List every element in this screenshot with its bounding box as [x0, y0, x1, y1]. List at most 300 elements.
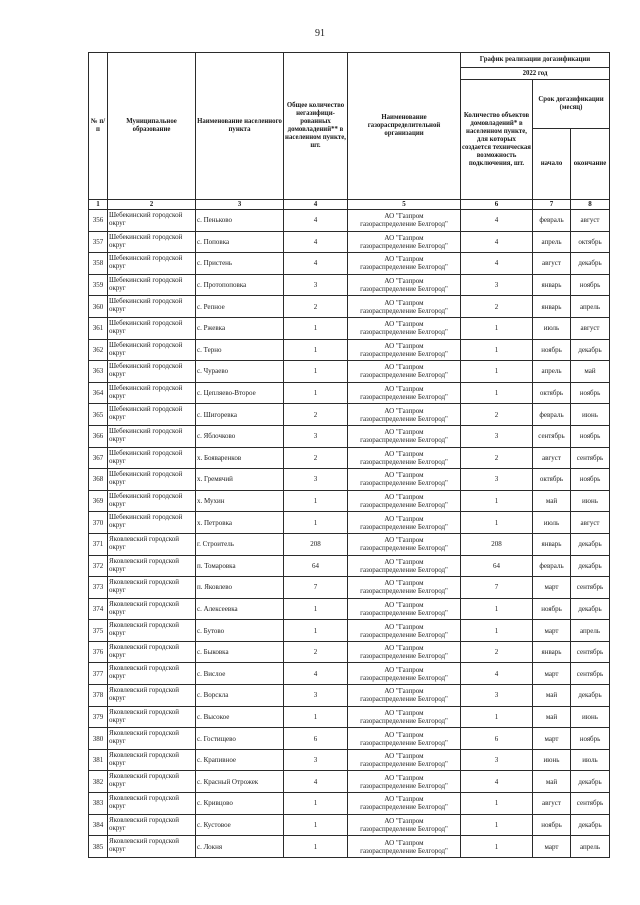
org-cell: [348, 253, 461, 275]
locality-cell: с. Локня: [196, 836, 284, 858]
end-month-cell: декабрь: [571, 555, 610, 577]
org-cell: [348, 598, 461, 620]
end-month-cell: июнь: [571, 490, 610, 512]
org-line-2: газораспределение Белгород": [360, 565, 448, 574]
org-line-2: газораспределение Белгород": [360, 630, 448, 639]
municipality-cell: Яковлевский городской округ: [108, 555, 196, 577]
start-month-cell: май: [533, 771, 571, 793]
end-month-cell: ноябрь: [571, 382, 610, 404]
locality-cell: с. Высокое: [196, 706, 284, 728]
table-row: [89, 361, 610, 383]
municipality-cell: Яковлевский городской округ: [108, 771, 196, 793]
org-line-1: АО "Газпром: [384, 752, 424, 761]
table-row: [89, 749, 610, 771]
header-end: окончание: [571, 129, 610, 200]
municipality-cell: Шебекинский городской округ: [108, 447, 196, 469]
col-number: 1: [89, 200, 108, 210]
org-line-2: газораспределение Белгород": [360, 846, 448, 855]
row-number: 384: [89, 814, 108, 836]
total-count-cell: 1: [284, 814, 348, 836]
plan-count-cell: 2: [461, 641, 533, 663]
locality-cell: с. Терно: [196, 339, 284, 361]
end-month-cell: сентябрь: [571, 577, 610, 599]
total-count-cell: 6: [284, 728, 348, 750]
plan-count-cell: 4: [461, 231, 533, 253]
col-number: 3: [196, 200, 284, 210]
municipality-cell: Шебекинский городской округ: [108, 425, 196, 447]
org-line-2: газораспределение Белгород": [360, 544, 448, 553]
end-month-cell: сентябрь: [571, 793, 610, 815]
org-line-2: газораспределение Белгород": [360, 760, 448, 769]
org-line-1: АО "Газпром: [384, 665, 424, 674]
start-month-cell: октябрь: [533, 469, 571, 491]
org-line-2: газораспределение Белгород": [360, 263, 448, 272]
row-number: 360: [89, 296, 108, 318]
start-month-cell: август: [533, 447, 571, 469]
org-line-2: газораспределение Белгород": [360, 393, 448, 402]
locality-cell: с. Пристень: [196, 253, 284, 275]
municipality-cell: Шебекинский городской округ: [108, 274, 196, 296]
row-number: 378: [89, 685, 108, 707]
org-cell: [348, 425, 461, 447]
plan-count-cell: 208: [461, 533, 533, 555]
end-month-cell: апрель: [571, 620, 610, 642]
header-year: 2022 год: [461, 68, 610, 80]
org-line-1: АО "Газпром: [384, 816, 424, 825]
org-line-1: АО "Газпром: [384, 708, 424, 717]
locality-cell: х. Петровка: [196, 512, 284, 534]
start-month-cell: октябрь: [533, 382, 571, 404]
locality-cell: х. Бояваренков: [196, 447, 284, 469]
row-number: 372: [89, 555, 108, 577]
header-org: Наименование газораспределительной организации: [348, 53, 461, 200]
total-count-cell: 1: [284, 339, 348, 361]
org-line-2: газораспределение Белгород": [360, 457, 448, 466]
org-cell: [348, 641, 461, 663]
end-month-cell: июнь: [571, 404, 610, 426]
plan-count-cell: 7: [461, 577, 533, 599]
header-term: Срок догазификации (месяц): [533, 80, 610, 129]
total-count-cell: 1: [284, 490, 348, 512]
plan-count-cell: 1: [461, 620, 533, 642]
row-number: 382: [89, 771, 108, 793]
column-numbers-row: [89, 200, 610, 210]
locality-cell: с. Ворскла: [196, 685, 284, 707]
gasification-schedule-table: [88, 52, 610, 858]
locality-cell: с. Гостищево: [196, 728, 284, 750]
page-number: 91: [315, 28, 325, 39]
header-municipality: Муниципальное образование: [108, 53, 196, 200]
municipality-cell: Шебекинский городской округ: [108, 296, 196, 318]
org-cell: [348, 490, 461, 512]
org-line-1: АО "Газпром: [384, 233, 424, 242]
table-row: [89, 512, 610, 534]
end-month-cell: май: [571, 361, 610, 383]
plan-count-cell: 4: [461, 771, 533, 793]
total-count-cell: 1: [284, 836, 348, 858]
plan-count-cell: 1: [461, 361, 533, 383]
locality-cell: с. Шигоревка: [196, 404, 284, 426]
end-month-cell: сентябрь: [571, 447, 610, 469]
col-number: 5: [348, 200, 461, 210]
plan-count-cell: 1: [461, 793, 533, 815]
start-month-cell: ноябрь: [533, 814, 571, 836]
end-month-cell: апрель: [571, 836, 610, 858]
municipality-cell: Яковлевский городской округ: [108, 793, 196, 815]
row-number: 385: [89, 836, 108, 858]
org-line-2: газораспределение Белгород": [360, 414, 448, 423]
org-line-1: АО "Газпром: [384, 255, 424, 264]
locality-cell: с. Цепляево-Второе: [196, 382, 284, 404]
org-line-2: газораспределение Белгород": [360, 349, 448, 358]
plan-count-cell: 1: [461, 339, 533, 361]
org-line-2: газораспределение Белгород": [360, 220, 448, 229]
col-number: 8: [571, 200, 610, 210]
end-month-cell: июнь: [571, 706, 610, 728]
org-cell: [348, 361, 461, 383]
table-row: [89, 598, 610, 620]
start-month-cell: март: [533, 577, 571, 599]
org-line-2: газораспределение Белгород": [360, 608, 448, 617]
table-row: [89, 210, 610, 232]
plan-count-cell: 3: [461, 685, 533, 707]
org-line-2: газораспределение Белгород": [360, 479, 448, 488]
org-line-2: газораспределение Белгород": [360, 652, 448, 661]
plan-count-cell: 2: [461, 404, 533, 426]
end-month-cell: декабрь: [571, 339, 610, 361]
total-count-cell: 1: [284, 317, 348, 339]
plan-count-cell: 1: [461, 512, 533, 534]
end-month-cell: август: [571, 210, 610, 232]
start-month-cell: февраль: [533, 404, 571, 426]
municipality-cell: Яковлевский городской округ: [108, 663, 196, 685]
total-count-cell: 4: [284, 231, 348, 253]
table-row: [89, 814, 610, 836]
end-month-cell: август: [571, 317, 610, 339]
row-number: 376: [89, 641, 108, 663]
org-line-2: газораспределение Белгород": [360, 673, 448, 682]
municipality-cell: Яковлевский городской округ: [108, 533, 196, 555]
plan-count-cell: 1: [461, 598, 533, 620]
total-count-cell: 4: [284, 210, 348, 232]
org-line-2: газораспределение Белгород": [360, 824, 448, 833]
start-month-cell: апрель: [533, 231, 571, 253]
locality-cell: с. Чураево: [196, 361, 284, 383]
org-line-1: АО "Газпром: [384, 449, 424, 458]
org-cell: [348, 663, 461, 685]
end-month-cell: сентябрь: [571, 641, 610, 663]
start-month-cell: январь: [533, 296, 571, 318]
table-row: [89, 793, 610, 815]
municipality-cell: Шебекинский городской округ: [108, 382, 196, 404]
org-cell: [348, 339, 461, 361]
org-cell: [348, 231, 461, 253]
row-number: 368: [89, 469, 108, 491]
plan-count-cell: 3: [461, 469, 533, 491]
org-line-1: АО "Газпром: [384, 536, 424, 545]
end-month-cell: апрель: [571, 296, 610, 318]
org-cell: [348, 404, 461, 426]
org-cell: [348, 210, 461, 232]
row-number: 363: [89, 361, 108, 383]
total-count-cell: 4: [284, 771, 348, 793]
org-line-2: газораспределение Белгород": [360, 241, 448, 250]
locality-cell: п. Томаровка: [196, 555, 284, 577]
table-row: [89, 404, 610, 426]
municipality-cell: Шебекинский городской округ: [108, 512, 196, 534]
row-number: 356: [89, 210, 108, 232]
locality-cell: х. Мухин: [196, 490, 284, 512]
locality-cell: с. Протопоповка: [196, 274, 284, 296]
org-cell: [348, 749, 461, 771]
start-month-cell: январь: [533, 274, 571, 296]
row-number: 375: [89, 620, 108, 642]
row-number: 365: [89, 404, 108, 426]
org-cell: [348, 296, 461, 318]
table-row: [89, 339, 610, 361]
col-number: 2: [108, 200, 196, 210]
end-month-cell: ноябрь: [571, 425, 610, 447]
plan-count-cell: 64: [461, 555, 533, 577]
municipality-cell: Шебекинский городской округ: [108, 231, 196, 253]
header-start: начало: [533, 129, 571, 200]
municipality-cell: Яковлевский городской округ: [108, 620, 196, 642]
start-month-cell: март: [533, 663, 571, 685]
start-month-cell: июнь: [533, 749, 571, 771]
start-month-cell: апрель: [533, 361, 571, 383]
start-month-cell: ноябрь: [533, 598, 571, 620]
locality-cell: х. Гремячий: [196, 469, 284, 491]
municipality-cell: Яковлевский городской округ: [108, 814, 196, 836]
org-line-1: АО "Газпром: [384, 471, 424, 480]
total-count-cell: 3: [284, 749, 348, 771]
total-count-cell: 2: [284, 447, 348, 469]
end-month-cell: декабрь: [571, 771, 610, 793]
org-line-1: АО "Газпром: [384, 514, 424, 523]
total-count-cell: 7: [284, 577, 348, 599]
plan-count-cell: 3: [461, 425, 533, 447]
org-line-1: АО "Газпром: [384, 341, 424, 350]
end-month-cell: декабрь: [571, 533, 610, 555]
plan-count-cell: 3: [461, 274, 533, 296]
table-row: [89, 317, 610, 339]
total-count-cell: 3: [284, 274, 348, 296]
org-cell: [348, 274, 461, 296]
row-number: 381: [89, 749, 108, 771]
start-month-cell: февраль: [533, 210, 571, 232]
end-month-cell: август: [571, 512, 610, 534]
municipality-cell: Яковлевский городской округ: [108, 836, 196, 858]
org-line-1: АО "Газпром: [384, 320, 424, 329]
total-count-cell: 2: [284, 296, 348, 318]
table-row: [89, 447, 610, 469]
header-plan-count: Количество объектов домовладений* в населенном пункте, для которых создается техническая возможность подключения, шт.: [461, 80, 533, 200]
plan-count-cell: 1: [461, 814, 533, 836]
org-line-1: АО "Газпром: [384, 687, 424, 696]
org-cell: [348, 771, 461, 793]
org-cell: [348, 836, 461, 858]
start-month-cell: май: [533, 685, 571, 707]
start-month-cell: март: [533, 836, 571, 858]
plan-count-cell: 1: [461, 490, 533, 512]
total-count-cell: 2: [284, 641, 348, 663]
org-line-1: АО "Газпром: [384, 773, 424, 782]
org-line-1: АО "Газпром: [384, 363, 424, 372]
org-cell: [348, 512, 461, 534]
locality-cell: с. Крапивное: [196, 749, 284, 771]
start-month-cell: февраль: [533, 555, 571, 577]
locality-cell: с. Красный Отрожек: [196, 771, 284, 793]
org-line-1: АО "Газпром: [384, 622, 424, 631]
locality-cell: с. Яблочково: [196, 425, 284, 447]
table-row: [89, 274, 610, 296]
org-line-2: газораспределение Белгород": [360, 522, 448, 531]
municipality-cell: Яковлевский городской округ: [108, 598, 196, 620]
org-cell: [348, 577, 461, 599]
table-row: [89, 425, 610, 447]
total-count-cell: 1: [284, 793, 348, 815]
table-row: [89, 620, 610, 642]
total-count-cell: 64: [284, 555, 348, 577]
table-row: [89, 706, 610, 728]
table-row: [89, 533, 610, 555]
row-number: 357: [89, 231, 108, 253]
total-count-cell: 1: [284, 620, 348, 642]
end-month-cell: декабрь: [571, 814, 610, 836]
plan-count-cell: 4: [461, 663, 533, 685]
org-line-1: АО "Газпром: [384, 212, 424, 221]
start-month-cell: январь: [533, 533, 571, 555]
org-line-1: АО "Газпром: [384, 277, 424, 286]
start-month-cell: июль: [533, 317, 571, 339]
start-month-cell: июль: [533, 512, 571, 534]
org-cell: [348, 382, 461, 404]
table-row: [89, 490, 610, 512]
municipality-cell: Яковлевский городской округ: [108, 577, 196, 599]
locality-cell: с. Кустовое: [196, 814, 284, 836]
locality-cell: с. Репное: [196, 296, 284, 318]
start-month-cell: май: [533, 706, 571, 728]
total-count-cell: 3: [284, 425, 348, 447]
municipality-cell: Шебекинский городской округ: [108, 339, 196, 361]
table-row: [89, 555, 610, 577]
end-month-cell: ноябрь: [571, 469, 610, 491]
org-line-2: газораспределение Белгород": [360, 436, 448, 445]
row-number: 361: [89, 317, 108, 339]
plan-count-cell: 1: [461, 317, 533, 339]
end-month-cell: сентябрь: [571, 663, 610, 685]
header-total: Общее количество негазифици-рованных домовладений** в населенном пункте, шт.: [284, 53, 348, 200]
org-line-1: АО "Газпром: [384, 644, 424, 653]
plan-count-cell: 1: [461, 382, 533, 404]
table-row: [89, 771, 610, 793]
total-count-cell: 1: [284, 361, 348, 383]
org-cell: [348, 706, 461, 728]
org-line-1: АО "Газпром: [384, 493, 424, 502]
start-month-cell: май: [533, 490, 571, 512]
municipality-cell: Шебекинский городской округ: [108, 361, 196, 383]
row-number: 366: [89, 425, 108, 447]
end-month-cell: октябрь: [571, 231, 610, 253]
org-line-2: газораспределение Белгород": [360, 695, 448, 704]
table-row: [89, 231, 610, 253]
header-num: № п/п: [89, 53, 108, 200]
total-count-cell: 4: [284, 253, 348, 275]
municipality-cell: Шебекинский городской округ: [108, 210, 196, 232]
org-line-2: газораспределение Белгород": [360, 328, 448, 337]
end-month-cell: ноябрь: [571, 728, 610, 750]
locality-cell: с. Бутово: [196, 620, 284, 642]
row-number: 374: [89, 598, 108, 620]
municipality-cell: Яковлевский городской округ: [108, 685, 196, 707]
locality-cell: с. Пеньково: [196, 210, 284, 232]
plan-count-cell: 4: [461, 210, 533, 232]
org-cell: [348, 685, 461, 707]
org-line-2: газораспределение Белгород": [360, 716, 448, 725]
table-row: [89, 382, 610, 404]
table-row: [89, 836, 610, 858]
start-month-cell: март: [533, 620, 571, 642]
locality-cell: с. Алексеевка: [196, 598, 284, 620]
start-month-cell: август: [533, 253, 571, 275]
org-line-1: АО "Газпром: [384, 730, 424, 739]
locality-cell: с. Вислое: [196, 663, 284, 685]
end-month-cell: ноябрь: [571, 274, 610, 296]
header-schedule: График реализации догазификации: [461, 53, 610, 68]
start-month-cell: ноябрь: [533, 339, 571, 361]
municipality-cell: Шебекинский городской округ: [108, 469, 196, 491]
end-month-cell: июль: [571, 749, 610, 771]
org-line-1: АО "Газпром: [384, 600, 424, 609]
locality-cell: г. Строитель: [196, 533, 284, 555]
total-count-cell: 3: [284, 469, 348, 491]
start-month-cell: август: [533, 793, 571, 815]
plan-count-cell: 2: [461, 447, 533, 469]
plan-count-cell: 1: [461, 836, 533, 858]
org-line-1: АО "Газпром: [384, 557, 424, 566]
locality-cell: с. Поповка: [196, 231, 284, 253]
end-month-cell: декабрь: [571, 598, 610, 620]
start-month-cell: март: [533, 728, 571, 750]
row-number: 379: [89, 706, 108, 728]
table-row: [89, 296, 610, 318]
org-line-1: АО "Газпром: [384, 428, 424, 437]
row-number: 369: [89, 490, 108, 512]
header-locality: Наименование населенного пункта: [196, 53, 284, 200]
org-cell: [348, 469, 461, 491]
org-cell: [348, 447, 461, 469]
row-number: 377: [89, 663, 108, 685]
plan-count-cell: 4: [461, 253, 533, 275]
total-count-cell: 1: [284, 382, 348, 404]
row-number: 380: [89, 728, 108, 750]
municipality-cell: Яковлевский городской округ: [108, 641, 196, 663]
total-count-cell: 208: [284, 533, 348, 555]
table-row: [89, 685, 610, 707]
municipality-cell: Яковлевский городской округ: [108, 706, 196, 728]
plan-count-cell: 1: [461, 706, 533, 728]
end-month-cell: декабрь: [571, 253, 610, 275]
org-line-1: АО "Газпром: [384, 579, 424, 588]
org-line-1: АО "Газпром: [384, 385, 424, 394]
locality-cell: п. Яковлево: [196, 577, 284, 599]
municipality-cell: Шебекинский городской округ: [108, 404, 196, 426]
org-cell: [348, 555, 461, 577]
org-cell: [348, 620, 461, 642]
col-number: 6: [461, 200, 533, 210]
total-count-cell: 4: [284, 663, 348, 685]
org-line-1: АО "Газпром: [384, 838, 424, 847]
